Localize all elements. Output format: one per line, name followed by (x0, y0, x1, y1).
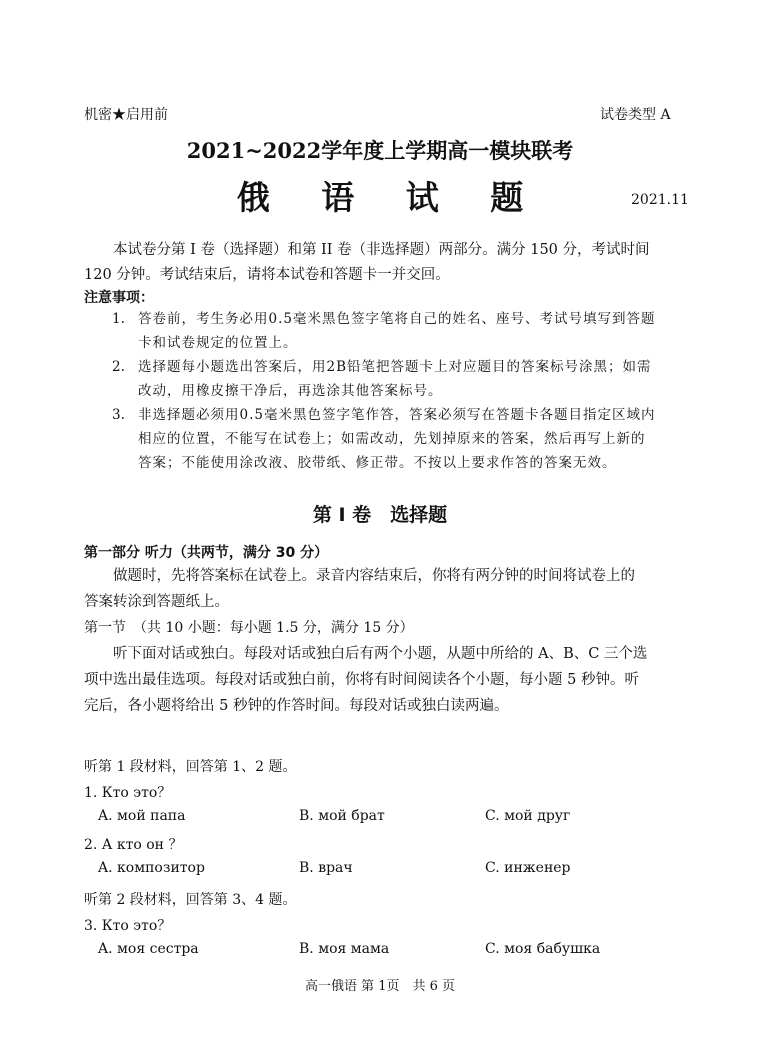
instruction-line: 完后，各小题将给出 5 秒钟的作答时间。每段对话或独白读两遍。 (84, 698, 509, 714)
instruction-line: 答案转涂到答题纸上。 (84, 594, 229, 610)
note-line: 答案；不能使用涂改液、胶带纸、修正带。不按以上要求作答的答案无效。 (138, 455, 617, 471)
question-3-option-b: B. моя мама (299, 941, 390, 957)
question-1-option-c: C. мой друг (485, 808, 571, 824)
note-item-3 (112, 403, 682, 475)
confidential-label: 机密★启用前 (84, 107, 168, 123)
note-line: 卡和试卷规定的位置上。 (138, 335, 298, 351)
group1-label: 听第 1 段材料，回答第 1、2 题。 (84, 759, 297, 775)
part1-title: 第一部分 听力（共两节，满分 30 分） (84, 545, 329, 561)
note-line: 答卷前，考生务必用0.5毫米黑色签字笔将自己的姓名、座号、考试号填写到答题 (138, 311, 656, 327)
note-number: 3. (112, 407, 125, 423)
instruction-line: 项中选出最佳选项。每段对话或独白前，你将有时间阅读各个小题，每小题 5 秒钟。听 (84, 672, 639, 688)
note-number: 2. (112, 359, 125, 375)
intro-line: 本试卷分第 I 卷（选择题）和第 II 卷（非选择题）两部分。满分 150 分，考试时间 (113, 242, 650, 258)
question-2-option-b: B. врач (299, 860, 353, 876)
subject-title: 俄 语 试 题 (236, 178, 544, 217)
question-1-stem: 1. Кто это？ (84, 785, 172, 801)
notes-title: 注意事项： (84, 290, 154, 306)
question-2-stem: 2. А кто он ？ (84, 837, 183, 853)
note-item-1 (112, 307, 682, 355)
note-number: 1. (112, 311, 125, 327)
section1-instructions (84, 641, 684, 719)
intro-paragraph (84, 238, 684, 288)
paper-type-label: 试卷类型 A (600, 107, 671, 123)
part1-instructions (84, 563, 684, 615)
question-3-stem: 3. Кто это？ (84, 918, 172, 934)
note-line: 改动，用橡皮擦干净后，再选涂其他答案标号。 (138, 383, 443, 399)
intro-line: 120 分钟。考试结束后，请将本试卷和答题卡一并交回。 (84, 267, 450, 283)
note-line: 选择题每小题选出答案后，用2B铅笔把答题卡上对应题目的答案标号涂黑；如需 (138, 359, 652, 375)
question-1-option-b: B. мой брат (299, 808, 385, 824)
instruction-line: 做题时，先将答案标在试卷上。录音内容结束后，你将有两分钟的时间将试卷上的 (113, 568, 635, 584)
section1-title: 第一节 （共 10 小题：每小题 1.5 分，满分 15 分） (84, 620, 414, 636)
note-item-2 (112, 355, 682, 403)
page-footer: 高一俄语 第 1页 共 6 页 (304, 979, 456, 994)
question-3-option-c: C. моя бабушка (485, 941, 601, 957)
group2-label: 听第 2 段材料，回答第 3、4 题。 (84, 892, 297, 908)
question-1-option-a: A. мой папа (98, 808, 186, 824)
instruction-line: 听下面对话或独白。每段对话或独白后有两个小题，从题中所给的 A、B、C 三个选 (113, 646, 648, 662)
question-2-option-c: C. инженер (485, 860, 571, 876)
question-2-option-a: A. композитор (98, 860, 205, 876)
note-line: 非选择题必须用0.5毫米黑色签字笔作答，答案必须写在答题卡各题目指定区域内 (138, 407, 656, 423)
exam-title: 2021~2022学年度上学期高一模块联考 (186, 138, 574, 163)
question-3-option-a: A. моя сестра (98, 941, 199, 957)
section-title: 第 Ⅰ 卷 选择题 (312, 504, 448, 526)
note-line: 相应的位置，不能写在试卷上；如需改动，先划掉原来的答案，然后再写上新的 (138, 431, 646, 447)
exam-date: 2021.11 (631, 192, 689, 208)
